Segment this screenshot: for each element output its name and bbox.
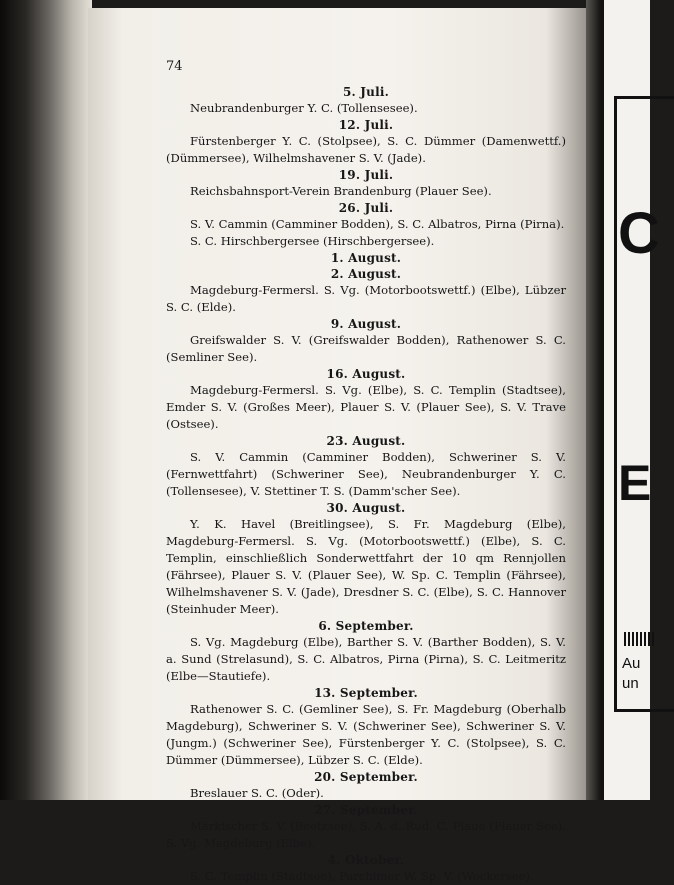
regatta-entry: S. V. Cammin (Camminer Bodden), S. C. Albatros, Pirna (Pirna). [190, 217, 565, 231]
regatta-entry: Y. K. Havel (Breitlingsee), S. Fr. Magdeburg (Elbe), Magdeburg-Fermersl. S. Vg. (Motorbootswettf.) (Elbe), S. C. Templin, einschließlich Sonderwettfahrt der 10 qm Rennjollen (Fährsee), Plauer S. V. (Plauer See), W. Sp. C. Templin (Fährsee), Wilhelmshavener S. V. (Jade), Dresdner S. C. (Elbe), S. C. Hannover (Steinhuder Meer). [166, 517, 566, 616]
regatta-entry: Märkischer S. V. (Beetzsee), S. A. d. Rud. C. Plaue (Plauer See), S. Vg. Magdeburg (Elbe). [166, 819, 566, 850]
facing-page-text-line: un [622, 675, 639, 692]
regatta-entry: S. Vg. Magdeburg (Elbe), Barther S. V. (Barther Bodden), S. V. a. Sund (Strelasund), S. C. Albatros, Pirna (Pirna), S. C. Leitmeritz (Elbe—Stautiefe). [166, 635, 566, 683]
date-heading: 23. August. [326, 434, 406, 448]
date-heading: 4. Oktober. [327, 853, 405, 867]
date-heading: 16. August. [326, 367, 406, 381]
regatta-entry: Rathenower S. C. (Gemliner See), S. Fr. Magdeburg (Oberhalb Magdeburg), Schweriner S. V. (Schweriner See), Schweriner S. V. (Jungm.) (Schweriner See), Fürstenberger Y. C. (Stolpsee), S. C. Dümmer (Dümmersee), Lübzer S. C. (Elde). [166, 702, 566, 767]
facing-page-text [622, 654, 640, 694]
regatta-entry: S. C. Templin (Stadtsee), Parchimer W. Sp. V. (Wockersee). [190, 869, 534, 883]
book-binding [0, 0, 92, 800]
date-heading: 26. Juli. [338, 201, 394, 215]
book-page [88, 8, 586, 883]
date-heading: 20. September. [314, 770, 418, 784]
regatta-entry: Greifswalder S. V. (Greifswalder Bodden), Rathenower S. C. (Semliner See). [166, 333, 566, 364]
facing-page-letter-mid: E [618, 455, 652, 511]
regatta-entry: Reichsbahnsport-Verein Brandenburg (Plauer See). [190, 184, 492, 198]
date-heading: 6. September. [318, 619, 414, 633]
regatta-entry: S. C. Hirschbergersee (Hirschbergersee). [190, 234, 435, 248]
regatta-entry: S. V. Cammin (Camminer Bodden), Schweriner S. V. (Fernwettfahrt) (Schweriner See), Neubrandenburger Y. C. (Tollensesee), V. Stettiner T. S. (Damm'scher See). [166, 450, 566, 498]
date-heading: 27. September. [314, 803, 418, 817]
regatta-entry: Neubrandenburger Y. C. (Tollensesee). [190, 101, 418, 115]
facing-page-frame [614, 96, 674, 712]
date-heading: 5. Juli. [342, 85, 389, 99]
regatta-calendar [166, 84, 566, 885]
date-heading: 13. September. [314, 686, 418, 700]
date-heading: 9. August. [330, 317, 402, 331]
regatta-entry: Magdeburg-Fermersl. S. Vg. (Motorbootswettf.) (Elbe), Lübzer S. C. (Elde). [166, 283, 566, 314]
date-heading: 19. Juli. [338, 168, 394, 182]
date-heading: 1. August. [330, 251, 402, 265]
regatta-entry: Fürstenberger Y. C. (Stolpsee), S. C. Dümmer (Damenwettf.) (Dümmersee), Wilhelmshavener S. V. (Jade). [166, 134, 566, 165]
facing-page-letter-top: C [618, 201, 660, 266]
regatta-entry: Breslauer S. C. (Oder). [190, 786, 324, 800]
date-heading: 30. August. [326, 501, 406, 515]
regatta-entry: Magdeburg-Fermersl. S. Vg. (Elbe), S. C. Templin (Stadtsee), Emder S. V. (Großes Meer), Plauer S. V. (Plauer See), S. V. Trave (Ostsee). [166, 383, 566, 431]
date-heading: 2. August. [330, 267, 402, 281]
facing-page [604, 0, 660, 800]
facing-page-text-line: Au [622, 655, 641, 672]
date-heading: 12. Juli. [338, 118, 394, 132]
facing-page-barcode [624, 632, 654, 646]
page-number: 74 [166, 59, 183, 74]
